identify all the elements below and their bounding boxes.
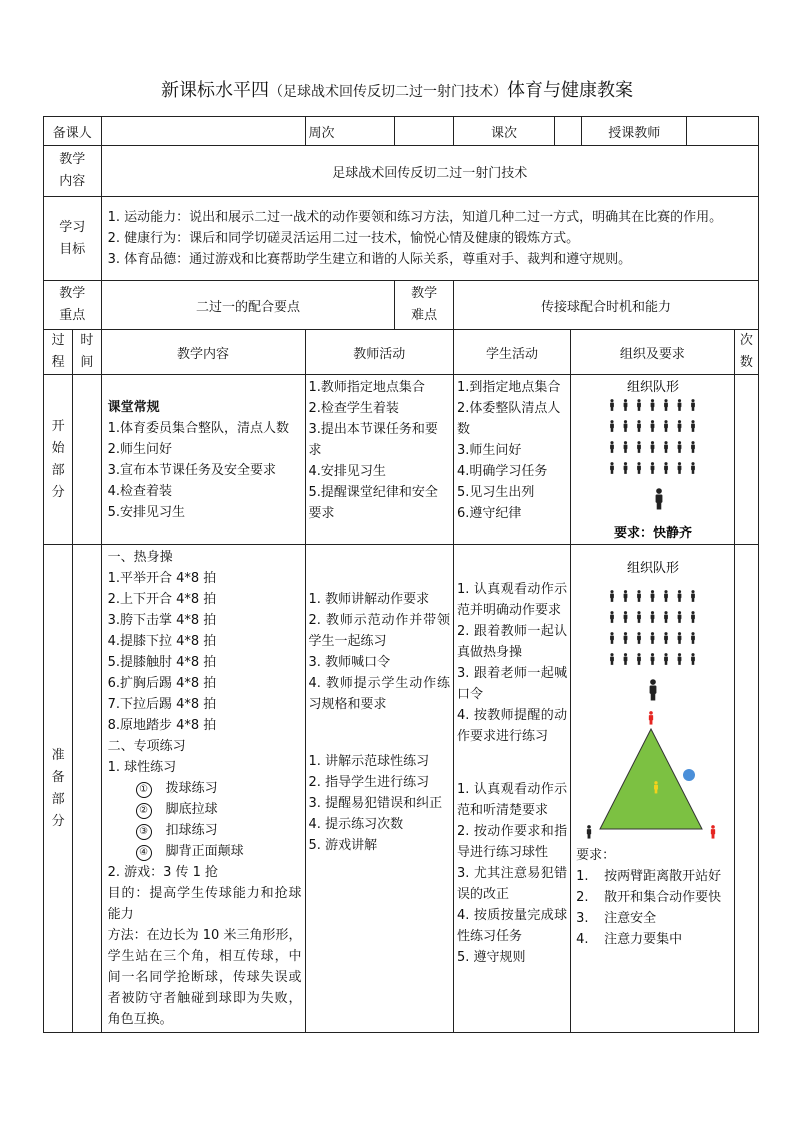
student-icon <box>637 420 641 432</box>
student-icon <box>691 590 695 602</box>
lesson-label: 课次 <box>453 117 554 146</box>
student-icon <box>637 632 641 644</box>
formation-title: 组织队形 <box>627 561 680 576</box>
student-activity-item: 3. 尤其注意易犯错误的改正 <box>456 866 568 902</box>
student-activity-item: 5. 遵守规则 <box>456 950 526 965</box>
section-start-time <box>73 375 101 545</box>
student-icon <box>651 462 655 474</box>
teacher-value <box>101 117 305 146</box>
student-icon <box>651 590 655 602</box>
student-icon <box>624 653 628 665</box>
formation-diagram-prep <box>571 545 734 845</box>
student-icon <box>691 632 695 644</box>
teacher-activity-item: 1. 讲解示范球性练习 <box>308 754 430 769</box>
student-icon <box>691 462 695 474</box>
student-formation-grid <box>610 399 695 474</box>
student-activity-item: 4.明确学习任务 <box>456 464 548 479</box>
teacher-label: 备课人 <box>44 117 102 146</box>
instructor-label: 授课教师 <box>582 117 687 146</box>
teacher-activity-item: 5. 游戏讲解 <box>308 838 378 853</box>
teacher-icon <box>656 488 663 509</box>
student-icon <box>637 611 641 623</box>
prep-item: 7.下拉后踢 4*8 拍 <box>107 697 217 712</box>
teacher-activity-item: 4.安排见习生 <box>308 464 386 479</box>
student-activity-item: 2. 跟着教师一起认真做热身操 <box>456 624 568 660</box>
student-icon <box>610 441 614 453</box>
requirement-item: 3. 注意安全 <box>576 911 657 926</box>
student-icon <box>637 441 641 453</box>
teacher-activity-item: 2. 教师示范动作并带领学生一起练习 <box>308 613 450 649</box>
game-method: 方法：在边长为 10 米三角形形，学生站在三个角，相互传球，中间一名同学抢断球，传球失误或者被防守者触碰到球即为失败，角色互换。 <box>107 928 302 1027</box>
student-icon <box>664 653 668 665</box>
content-value: 足球战术回传反切二过一射门技术 <box>101 146 758 197</box>
prep-item: 一、热身操 <box>107 550 173 565</box>
prep-item: 4.提膝下拉 4*8 拍 <box>107 634 217 649</box>
teacher-activity-item: 1.教师指定地点集合 <box>308 380 425 395</box>
prep-item: 二、专项练习 <box>107 739 186 754</box>
student-icon <box>664 590 668 602</box>
section-prep-org <box>571 545 735 1033</box>
student-icon <box>651 653 655 665</box>
section-prep-times <box>734 545 758 1033</box>
lesson-value <box>554 117 581 146</box>
lesson-plan-table <box>43 116 759 1033</box>
col-times: 次 数 <box>734 330 758 375</box>
student-icon <box>691 399 695 411</box>
teacher-activity-item: 3.提出本节课任务和要求 <box>308 422 438 458</box>
col-student: 学生活动 <box>453 330 570 375</box>
teacher-activity-item: 1. 教师讲解动作要求 <box>308 592 430 607</box>
section-start-org <box>571 375 735 545</box>
prep-item: 8.原地踏步 4*8 拍 <box>107 718 217 733</box>
game-purpose: 目的：提高学生传球能力和抢球能力 <box>107 886 302 922</box>
section-start-times <box>734 375 758 545</box>
student-icon <box>691 441 695 453</box>
week-value <box>395 117 454 146</box>
prep-item: 5.提膝触肘 4*8 拍 <box>107 655 217 670</box>
student-activity-item: 6.遵守纪律 <box>456 506 522 521</box>
student-icon <box>610 611 614 623</box>
col-time: 时 间 <box>73 330 101 375</box>
requirement-item: 2. 散开和集合动作要快 <box>576 890 722 905</box>
teacher-activity-item: 3. 提醒易犯错误和纠正 <box>308 796 443 811</box>
student-icon <box>664 399 668 411</box>
student-icon <box>651 441 655 453</box>
difficulty-value: 传接球配合时机和能力 <box>453 281 758 330</box>
ball-item: ② 脚底拉球 <box>108 799 302 820</box>
section-start-student <box>453 375 570 545</box>
student-icon <box>691 653 695 665</box>
section-prep-teacher <box>305 545 453 1033</box>
teacher-activity-item: 2. 指导学生进行练习 <box>308 775 430 790</box>
student-icon <box>651 420 655 432</box>
student-icon <box>651 399 655 411</box>
student-icon <box>624 611 628 623</box>
section-prep-content <box>101 545 305 1033</box>
col-org: 组织及要求 <box>571 330 735 375</box>
section-prep-student <box>453 545 570 1033</box>
ball-item: ④ 脚背正面颠球 <box>108 841 302 862</box>
requirement-item: 1. 按两臂距离散开站好 <box>576 869 722 884</box>
col-process: 过 程 <box>44 330 73 375</box>
routine-title: 课堂常规 <box>107 399 160 415</box>
ball-item: ③ 扣球练习 <box>108 820 302 841</box>
routine-item: 2.师生问好 <box>107 441 172 457</box>
student-icon <box>637 399 641 411</box>
student-activity-item: 2. 按动作要求和指导进行练习球性 <box>456 824 568 860</box>
section-start-teacher <box>305 375 453 545</box>
formation-requirement: 要求：快静齐 <box>614 526 693 541</box>
key-value: 二过一的配合要点 <box>101 281 395 330</box>
teacher-icon <box>650 679 657 700</box>
student-icon <box>624 420 628 432</box>
ball-item: ① 拨球练习 <box>108 778 302 799</box>
student-activity-item: 1. 认真观看动作示范和听清楚要求 <box>456 782 568 818</box>
student-icon <box>678 611 682 623</box>
student-activity-item: 2.体委整队清点人数 <box>456 401 561 437</box>
teacher-activity-item: 4. 提示练习次数 <box>308 817 404 832</box>
goal-item: 3. 体育品德：通过游戏和比赛帮助学生建立和谐的人际关系，尊重对手、裁判和遵守规则。 <box>107 252 632 267</box>
section-start-content <box>101 375 305 545</box>
student-icon <box>678 632 682 644</box>
prep-item: 1. 球性练习 <box>107 760 177 775</box>
student-icon <box>678 462 682 474</box>
requirement-item: 4. 注意力要集中 <box>576 932 683 947</box>
routine-item: 3.宣布本节课任务及安全要求 <box>107 462 276 478</box>
col-content: 教学内容 <box>101 330 305 375</box>
prep-item: 1.平举开合 4*8 拍 <box>107 571 217 586</box>
student-icon <box>678 590 682 602</box>
student-icon <box>624 399 628 411</box>
student-activity-item: 1. 认真观看动作示范并明确动作要求 <box>456 582 568 618</box>
routine-item: 5.安排见习生 <box>107 504 185 520</box>
student-icon <box>624 441 628 453</box>
attacker-icon <box>649 711 653 724</box>
student-icon <box>678 441 682 453</box>
teacher-activity-item: 3. 教师喊口令 <box>308 655 391 670</box>
teacher-figure <box>650 679 657 700</box>
content-label: 教学 内容 <box>44 146 102 197</box>
student-icon <box>610 653 614 665</box>
student-icon <box>678 653 682 665</box>
student-icon <box>664 462 668 474</box>
prep-item: 3.胯下击掌 4*8 拍 <box>107 613 217 628</box>
student-icon <box>610 420 614 432</box>
col-teacher: 教师活动 <box>305 330 453 375</box>
student-activity-item: 3. 跟着老师一起喊口令 <box>456 666 568 702</box>
student-icon <box>664 420 668 432</box>
week-label: 周次 <box>305 117 395 146</box>
student-activity-item: 4. 按教师提醒的动作要求进行练习 <box>456 708 568 744</box>
routine-item: 1.体育委员集合整队，清点人数 <box>107 420 289 436</box>
student-icon <box>637 462 641 474</box>
attacker-icon <box>711 825 715 838</box>
student-activity-item: 1.到指定地点集合 <box>456 380 561 395</box>
student-icon <box>610 632 614 644</box>
game-line: 2. 游戏：3 传 1 抢 <box>107 865 219 880</box>
student-activity-item: 3.师生问好 <box>456 443 522 458</box>
difficulty-label: 教学 难点 <box>395 281 454 330</box>
student-icon <box>624 632 628 644</box>
section-prep-time <box>73 545 101 1033</box>
teacher-activity-item: 5.提醒课堂纪律和安全要求 <box>308 485 438 521</box>
student-icon <box>664 611 668 623</box>
student-icon <box>637 590 641 602</box>
student-formation-grid <box>610 590 695 665</box>
attacker-icon <box>587 825 591 838</box>
formation-title: 组织队形 <box>627 380 680 395</box>
student-icon <box>651 611 655 623</box>
student-icon <box>691 611 695 623</box>
student-icon <box>610 399 614 411</box>
document-title: 新课标水平四（足球战术回传反切二过一射门技术）体育与健康教案 <box>161 80 633 101</box>
goal-item: 2. 健康行为：课后和同学切磋灵活运用二过一技术，愉悦心情及健康的锻炼方式。 <box>107 231 580 246</box>
goal-item: 1. 运动能力：说出和展示二过一战术的动作要领和练习方法，知道几种二过一方式，明确其在比赛的作用。 <box>107 210 723 225</box>
teacher-activity-item: 2.检查学生着装 <box>308 401 399 416</box>
student-icon <box>624 462 628 474</box>
student-icon <box>624 590 628 602</box>
student-icon <box>637 653 641 665</box>
student-icon <box>678 420 682 432</box>
prep-item: 2.上下开合 4*8 拍 <box>107 592 217 607</box>
key-label: 教学 重点 <box>44 281 102 330</box>
student-icon <box>610 590 614 602</box>
requirement-label: 要求： <box>576 848 616 863</box>
section-start-name: 开 始 部 分 <box>44 375 73 545</box>
prep-item: 6.扩胸后踢 4*8 拍 <box>107 676 217 691</box>
student-activity-item: 4. 按质按量完成球性练习任务 <box>456 908 568 944</box>
student-icon <box>651 632 655 644</box>
student-icon <box>610 462 614 474</box>
formation-diagram-start <box>571 375 734 543</box>
routine-item: 4.检查着装 <box>107 483 172 499</box>
ball-icon <box>683 769 695 781</box>
teacher-figure <box>656 488 663 509</box>
student-icon <box>678 399 682 411</box>
student-icon <box>691 420 695 432</box>
student-activity-item: 5.见习生出列 <box>456 485 535 500</box>
student-icon <box>664 632 668 644</box>
section-prep-name: 准 备 部 分 <box>44 545 73 1033</box>
student-icon <box>664 441 668 453</box>
goals-label: 学习 目标 <box>44 197 102 281</box>
instructor-value <box>687 117 759 146</box>
goals-list <box>101 197 758 281</box>
teacher-activity-item: 4. 教师提示学生动作练习规格和要求 <box>308 676 450 712</box>
